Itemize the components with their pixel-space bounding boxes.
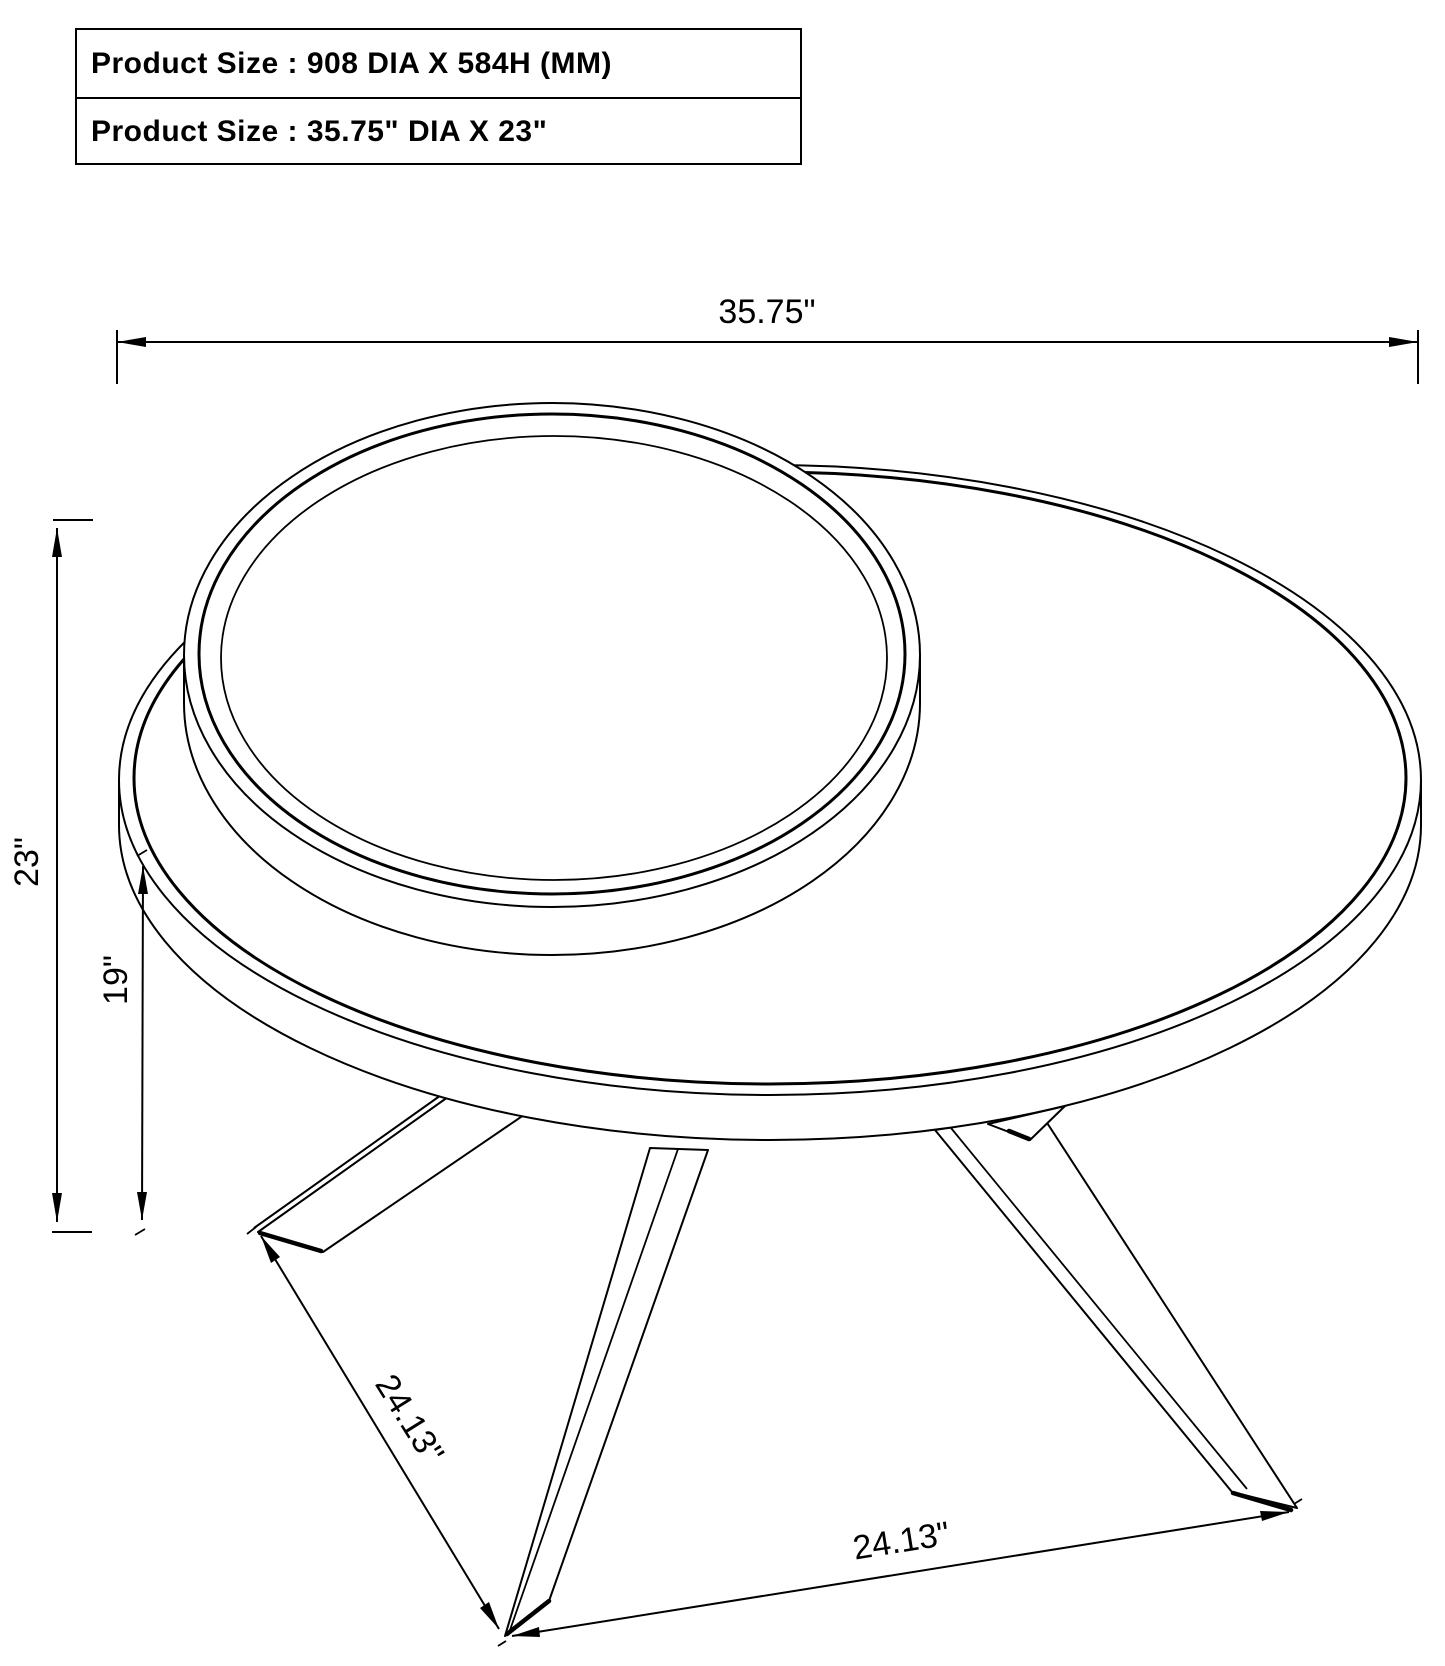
tick-bottom (135, 1229, 145, 1235)
tick-right (1294, 1499, 1302, 1504)
arrowhead-right-icon (1389, 337, 1418, 347)
front-right-leg (935, 1112, 1297, 1508)
dimension-line (142, 866, 143, 1220)
tick-left (498, 1641, 506, 1646)
dimension-tabletop-height (97, 850, 148, 1235)
arrowhead-down-icon (137, 1192, 147, 1220)
product-size-row-inches: Product Size : 35.75" DIA X 23" (91, 115, 548, 148)
arrowhead-up-icon (52, 528, 62, 557)
dimension-diameter (117, 293, 1418, 384)
dimension-leg-span-diagonal (247, 1227, 499, 1629)
overall-height-label: 23" (8, 837, 46, 887)
tier-surface-fill (184, 403, 920, 907)
front-right-leg-edge (951, 1128, 1247, 1489)
arrowhead-downright-icon (480, 1602, 499, 1629)
table-legs (254, 1088, 1297, 1636)
dimension-leg-span-bottom (498, 1499, 1302, 1646)
leg-span-diagonal-label: 24.13" (367, 1367, 452, 1471)
front-center-leg-edge (510, 1149, 678, 1630)
diameter-label: 35.75" (718, 293, 816, 331)
tabletop-height-label: 19" (97, 955, 135, 1005)
arrowhead-left-icon (117, 337, 146, 347)
product-size-row-mm: Product Size : 908 DIA X 584H (MM) (77, 30, 800, 99)
dimension-line (261, 1236, 499, 1629)
arrowhead-down-icon (52, 1193, 62, 1222)
upper-tier (184, 403, 920, 955)
arrowhead-right-icon (1260, 1511, 1289, 1521)
tick-top (247, 1227, 256, 1234)
front-center-leg (505, 1148, 708, 1636)
dimension-overall-height (8, 520, 93, 1232)
product-size-table (75, 28, 802, 165)
leg-span-bottom-label: 24.13" (850, 1514, 953, 1568)
back-left-leg (258, 1092, 540, 1252)
